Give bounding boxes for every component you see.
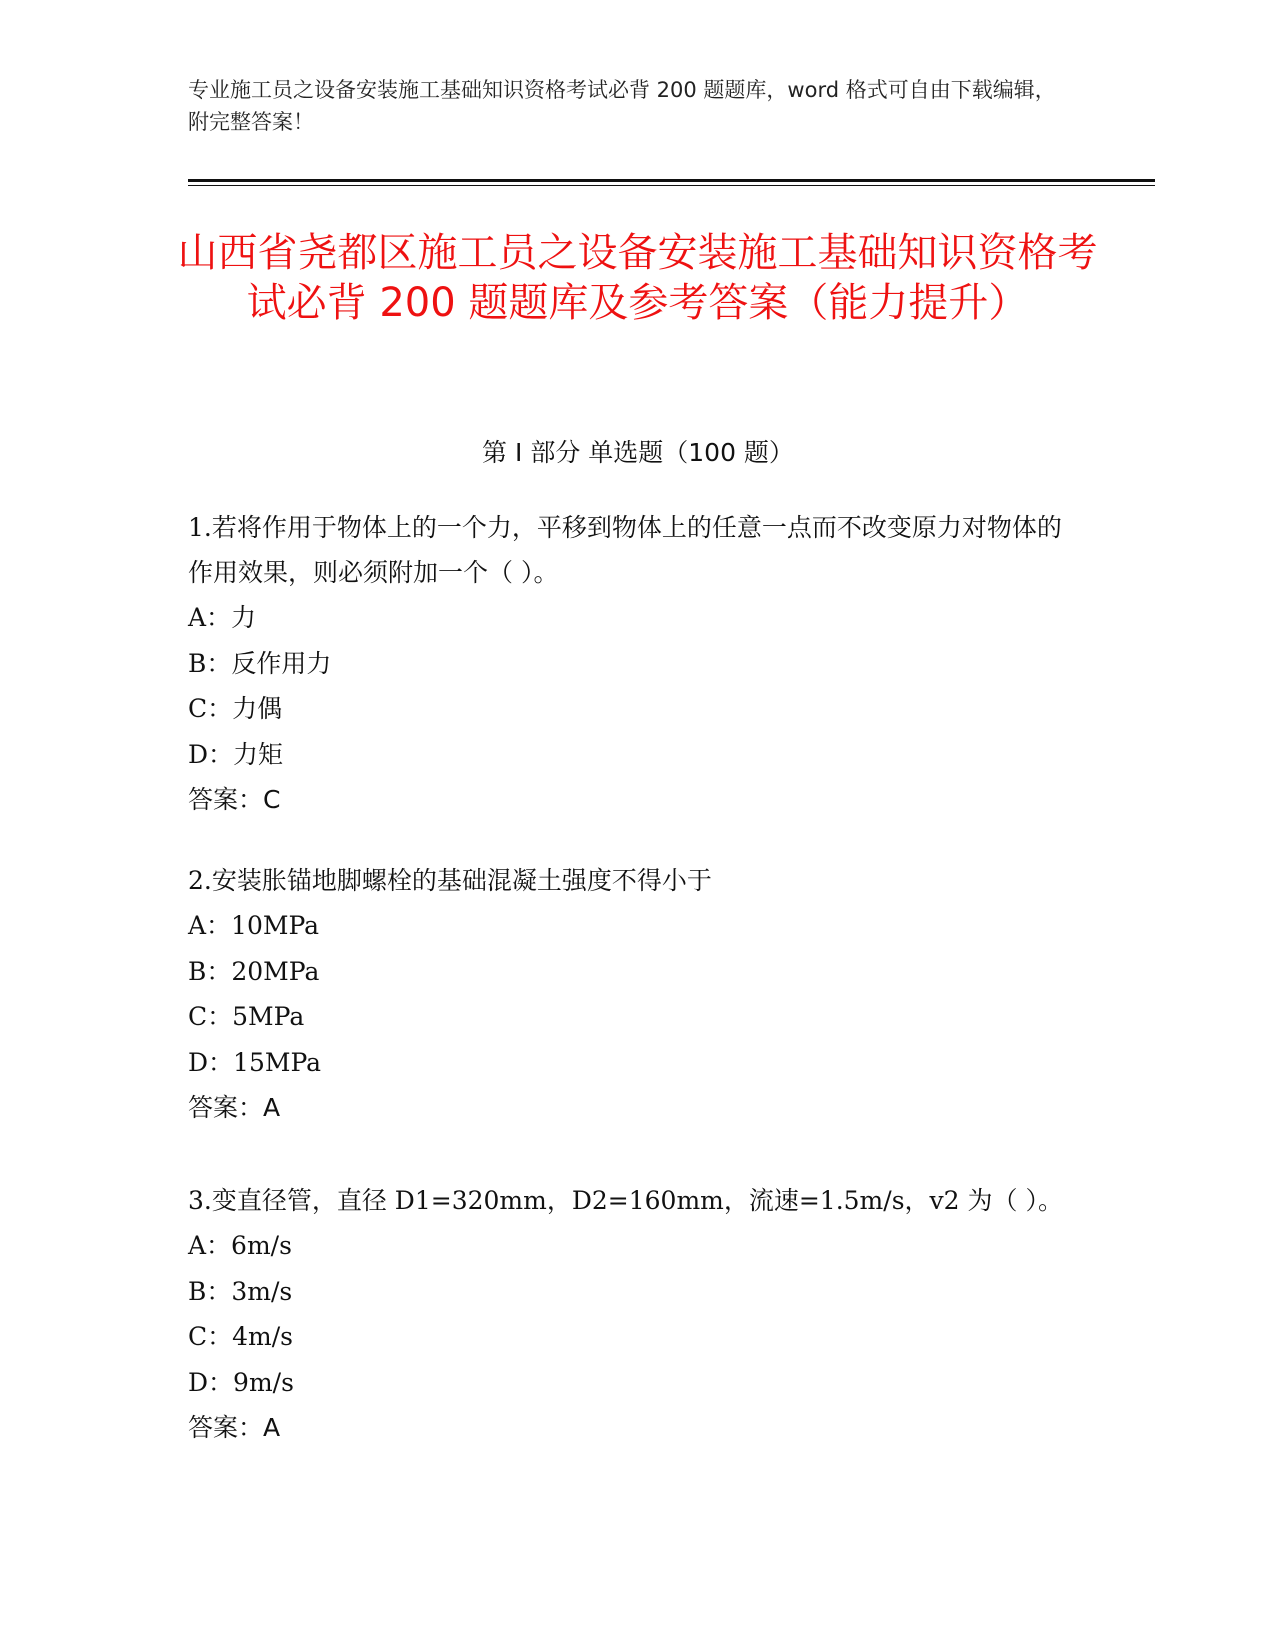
option-a: A：6m/s [188,1231,292,1260]
answer: 答案：C [188,785,281,814]
header-note: 专业施工员之设备安装施工基础知识资格考试必背 200 题题库，word 格式可自由下载编辑，附完整答案！ [188,78,1056,134]
question-stem: 2.安装胀锚地脚螺栓的基础混凝土强度不得小于 [188,866,712,895]
header-divider-thick [188,179,1155,182]
option-d: D：15MPa [188,1047,322,1077]
option-b: B：3m/s [188,1276,293,1306]
question-3 [188,1178,1068,1451]
option-a: A：10MPa [188,911,320,940]
document-title: 山西省尧都区施工员之设备安装施工基础知识资格考试必背 200 题题库及参考答案（能力提升） [177,230,1098,326]
section-title: 第 I 部分 单选题（100 题） [482,438,794,467]
question-stem: 3.变直径管，直径 D1=320mm，D2=160mm，流速=1.5m/s，v2 为（ ）。 [188,1186,1063,1215]
option-b: B：反作用力 [188,648,332,678]
question-2 [188,858,1068,1131]
question-stem: 1.若将作用于物体上的一个力，平移到物体上的任意一点而不改变原力对物体的作用效果，则必须附加一个（ ）。 [188,513,1062,587]
option-c: C：5MPa [188,1002,305,1031]
option-d: D：力矩 [188,739,284,769]
option-a: A：力 [188,603,257,632]
option-d: D：9m/s [188,1367,294,1397]
question-1 [188,505,1068,823]
option-c: C：力偶 [188,694,283,723]
answer: 答案：A [188,1093,281,1122]
header-divider-thin [188,185,1155,186]
option-b: B：20MPa [188,956,320,986]
option-c: C：4m/s [188,1322,293,1351]
answer: 答案：A [188,1413,281,1442]
